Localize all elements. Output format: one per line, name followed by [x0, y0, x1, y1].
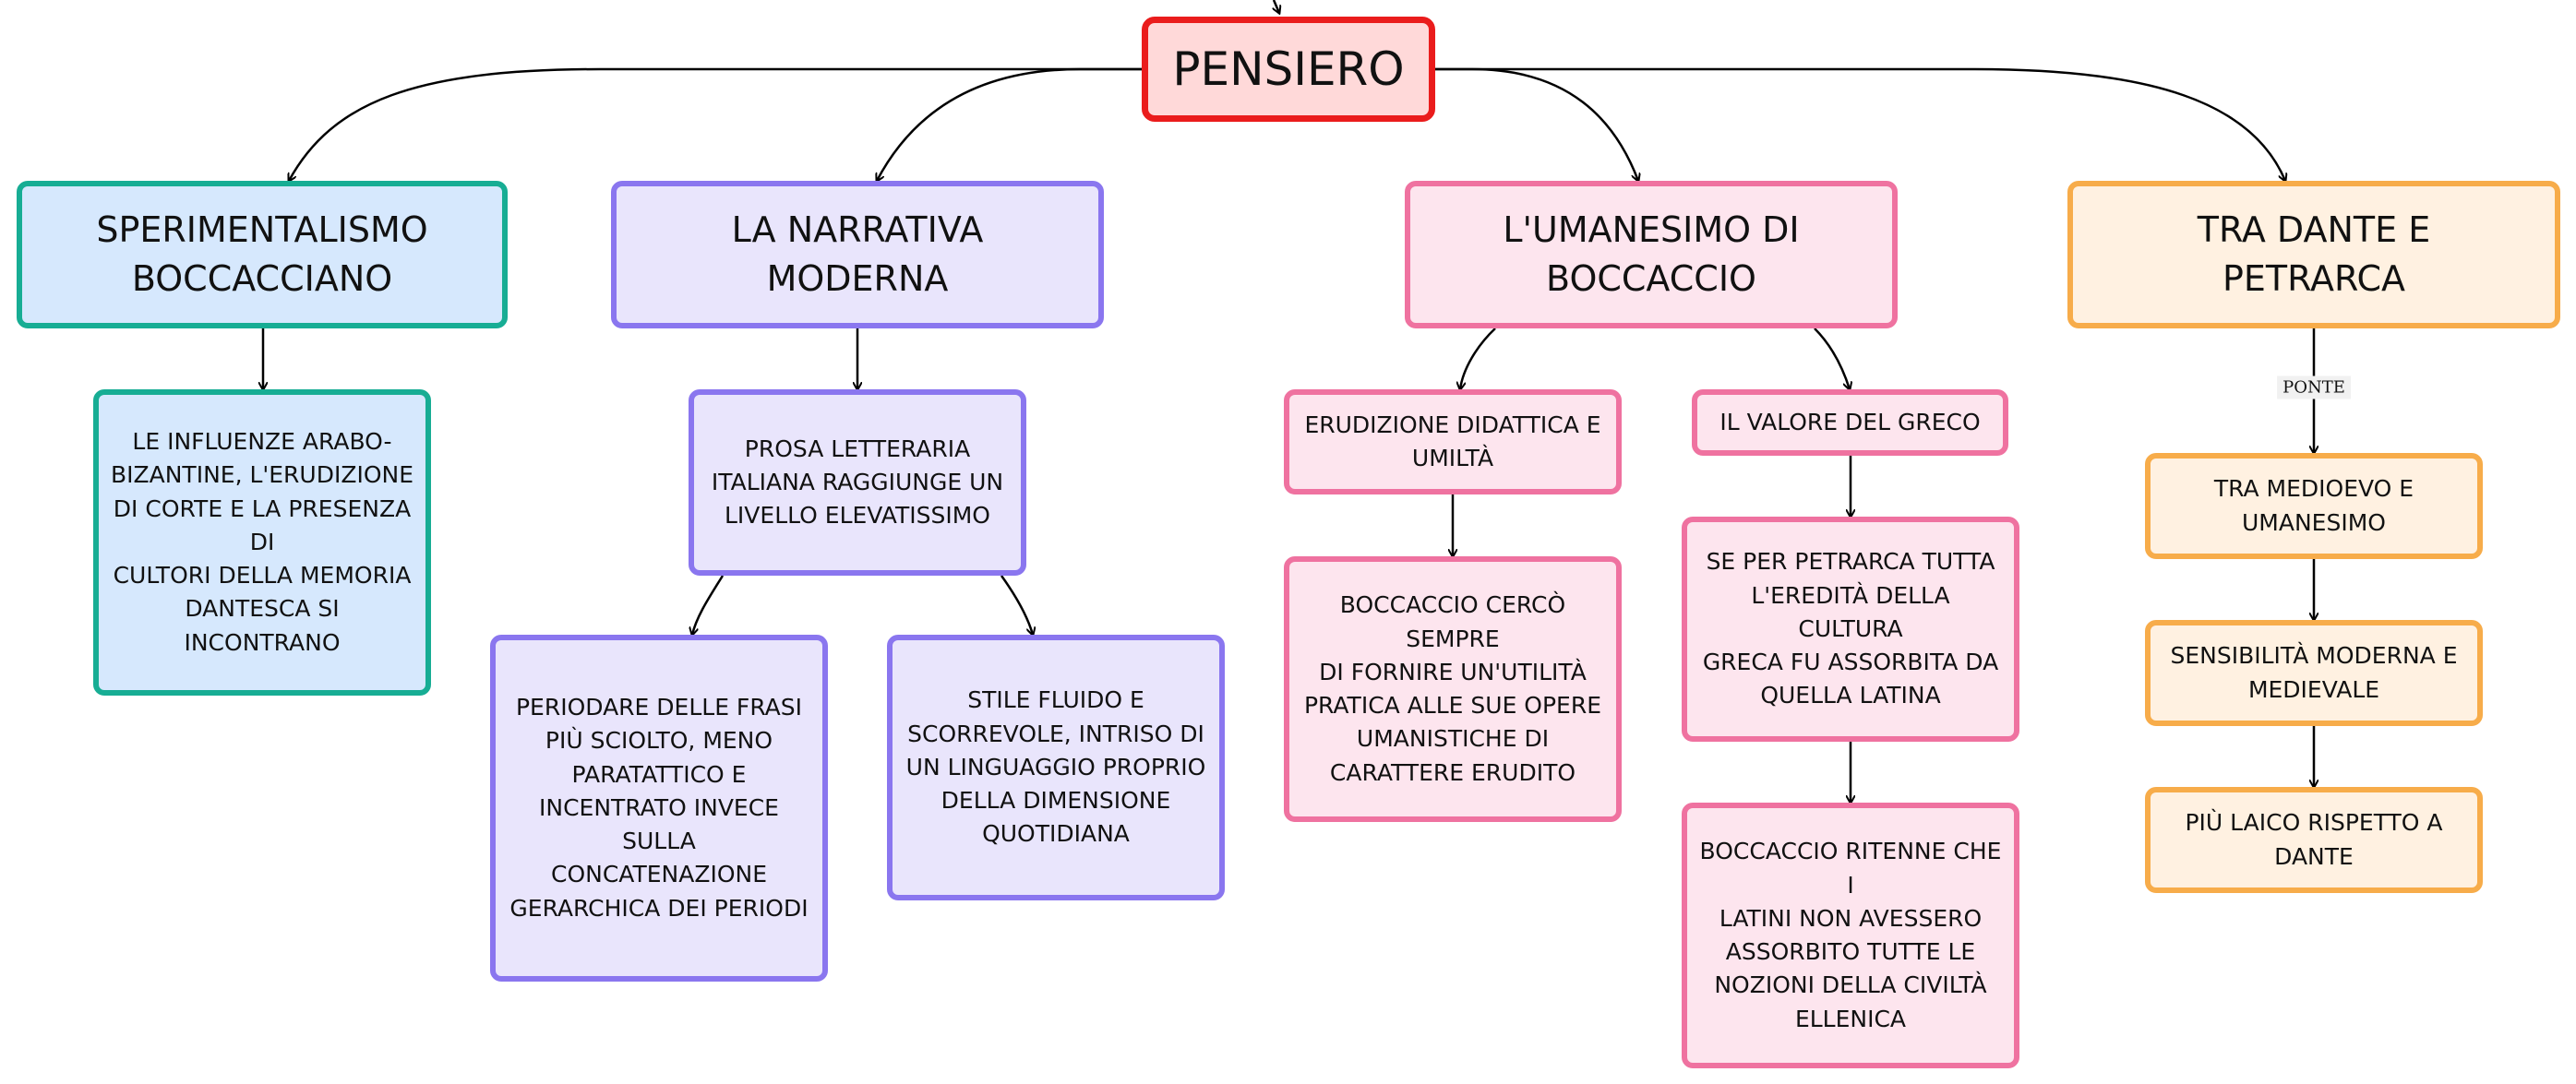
- node-boccaccio-ritenne[interactable]: [1682, 803, 2019, 1068]
- connector-root-to-umanesimo: [1435, 69, 1638, 181]
- node-text-line: UMANISTICHE DI: [1356, 725, 1550, 753]
- node-text-line: BOCCACCIANO: [131, 258, 393, 299]
- node-text-line: TRA DANTE E PETRARCA: [2197, 208, 2431, 299]
- node-text-line: QUOTIDIANA: [982, 820, 1130, 848]
- node-text-line: CONCATENAZIONE: [551, 861, 767, 888]
- node-text-line: LIVELLO ELEVATISSIMO: [725, 502, 990, 530]
- node-text-line: IL VALORE DEL GRECO: [1719, 408, 1981, 435]
- node-text-line: L'UMANESIMO DI: [1503, 208, 1800, 250]
- node-se-per-petrarca[interactable]: [1682, 517, 2019, 742]
- node-boccaccio-cerco-sempre[interactable]: [1284, 556, 1622, 822]
- node-text-line: SE PER PETRARCA TUTTA: [1706, 548, 1995, 576]
- node-tra-dante-e-petrarca[interactable]: [2067, 181, 2560, 328]
- node-text-line: TRA MEDIOEVO E: [2213, 475, 2414, 503]
- node-prosa-letteraria[interactable]: [689, 389, 1026, 576]
- node-text-line: UMILTÀ: [1411, 445, 1494, 471]
- node-text-line: QUELLA LATINA: [1760, 682, 1941, 709]
- node-text-line: SCORREVOLE, INTRISO DI: [907, 720, 1204, 747]
- node-valore-del-greco[interactable]: [1692, 389, 2008, 456]
- node-narrativa-moderna[interactable]: [611, 181, 1104, 328]
- node-text-line: ERUDIZIONE DIDATTICA E: [1304, 411, 1601, 438]
- node-text-line: PIÙ SCIOLTO, MENO: [545, 727, 773, 755]
- node-text-line: DI CORTE E LA PRESENZA DI: [113, 494, 412, 555]
- node-sperimentalismo-boccacciano[interactable]: [17, 181, 508, 328]
- connector-umanesimo-to-erudizione: [1460, 328, 1495, 389]
- node-text-line: BIZANTINE, L'ERUDIZIONE: [110, 461, 414, 489]
- node-text-line: LATINI NON AVESSERO: [1719, 904, 1983, 932]
- node-text-line: LE INFLUENZE ARABO-: [132, 428, 392, 456]
- node-text-line: BOCCACCIO: [1546, 258, 1756, 299]
- node-stile-fluido[interactable]: [887, 635, 1225, 900]
- node-periodare-delle-frasi[interactable]: [490, 635, 828, 982]
- node-tra-medioevo-e-umanesimo[interactable]: [2145, 453, 2483, 559]
- node-text-line: BOCCACCIO CERCÒ SEMPRE: [1339, 591, 1566, 652]
- node-text-line: MEDIEVALE: [2247, 675, 2380, 703]
- node-text-line: DANTE: [2274, 842, 2354, 870]
- node-text-line: BOCCACCIO RITENNE CHE I: [1699, 838, 2002, 899]
- node-text-line: L'EREDITÀ DELLA CULTURA: [1751, 581, 1950, 642]
- node-text-line: PERIODARE DELLE FRASI: [515, 694, 803, 721]
- node-text-line: CULTORI DELLA MEMORIA: [113, 562, 412, 590]
- node-piu-laico[interactable]: [2145, 787, 2483, 893]
- connector-umanesimo-to-greco: [1815, 328, 1850, 389]
- node-text-line: UMANESIMO: [2242, 508, 2386, 536]
- connector-prosa-to-stile: [1001, 576, 1033, 635]
- node-text-line: PRATICA ALLE SUE OPERE: [1303, 692, 1602, 719]
- node-text-line: ITALIANA RAGGIUNGE UN: [711, 468, 1004, 495]
- root-node-pensiero[interactable]: [1142, 17, 1435, 122]
- edge-label-ponte: PONTE: [2277, 376, 2351, 399]
- node-text-line: STILE FLUIDO E: [967, 686, 1144, 714]
- node-text-line: ELLENICA: [1794, 1005, 1907, 1032]
- node-text-line: GRECA FU ASSORBITA DA: [1702, 649, 1999, 676]
- node-text-line: SPERIMENTALISMO: [96, 208, 428, 250]
- node-text-line: NOZIONI DELLA CIVILTÀ: [1714, 971, 1987, 999]
- node-influenze-arabo-bizantine[interactable]: [93, 389, 431, 696]
- node-text-line: DELLA DIMENSIONE: [941, 787, 1171, 815]
- node-erudizione-didattica[interactable]: [1284, 389, 1622, 494]
- node-text-line: ASSORBITO TUTTE LE: [1725, 938, 1976, 965]
- connector-root-to-narrativa: [877, 69, 1142, 181]
- node-text-line: DI FORNIRE UN'UTILITÀ: [1319, 658, 1587, 685]
- connector-root-to-sperimentalismo: [289, 69, 1142, 181]
- node-umanesimo-di-boccaccio[interactable]: [1405, 181, 1898, 328]
- node-text-line: INCENTRATO INVECE SULLA: [539, 793, 779, 855]
- node-text-line: PARATATTICO E: [571, 760, 747, 788]
- connector-into-root: [1274, 0, 1279, 13]
- node-text-line: CARATTERE ERUDITO: [1329, 758, 1576, 786]
- node-sensibilita-moderna[interactable]: [2145, 620, 2483, 726]
- node-text-line: SENSIBILITÀ MODERNA E: [2170, 642, 2458, 670]
- node-text-line: DANTESCA SI INCONTRANO: [184, 595, 341, 656]
- connector-root-to-dante-petrarca: [1435, 69, 2285, 181]
- node-text-line: GERARCHICA DEI PERIODI: [509, 894, 809, 922]
- root-label: PENSIERO: [1172, 42, 1405, 96]
- connector-prosa-to-periodare: [692, 576, 723, 635]
- node-text-line: UN LINGUAGGIO PROPRIO: [905, 753, 1206, 780]
- node-text-line: PIÙ LAICO RISPETTO A: [2185, 809, 2443, 837]
- node-text-line: PROSA LETTERARIA: [744, 435, 971, 462]
- node-text-line: LA NARRATIVA MODERNA: [731, 208, 984, 299]
